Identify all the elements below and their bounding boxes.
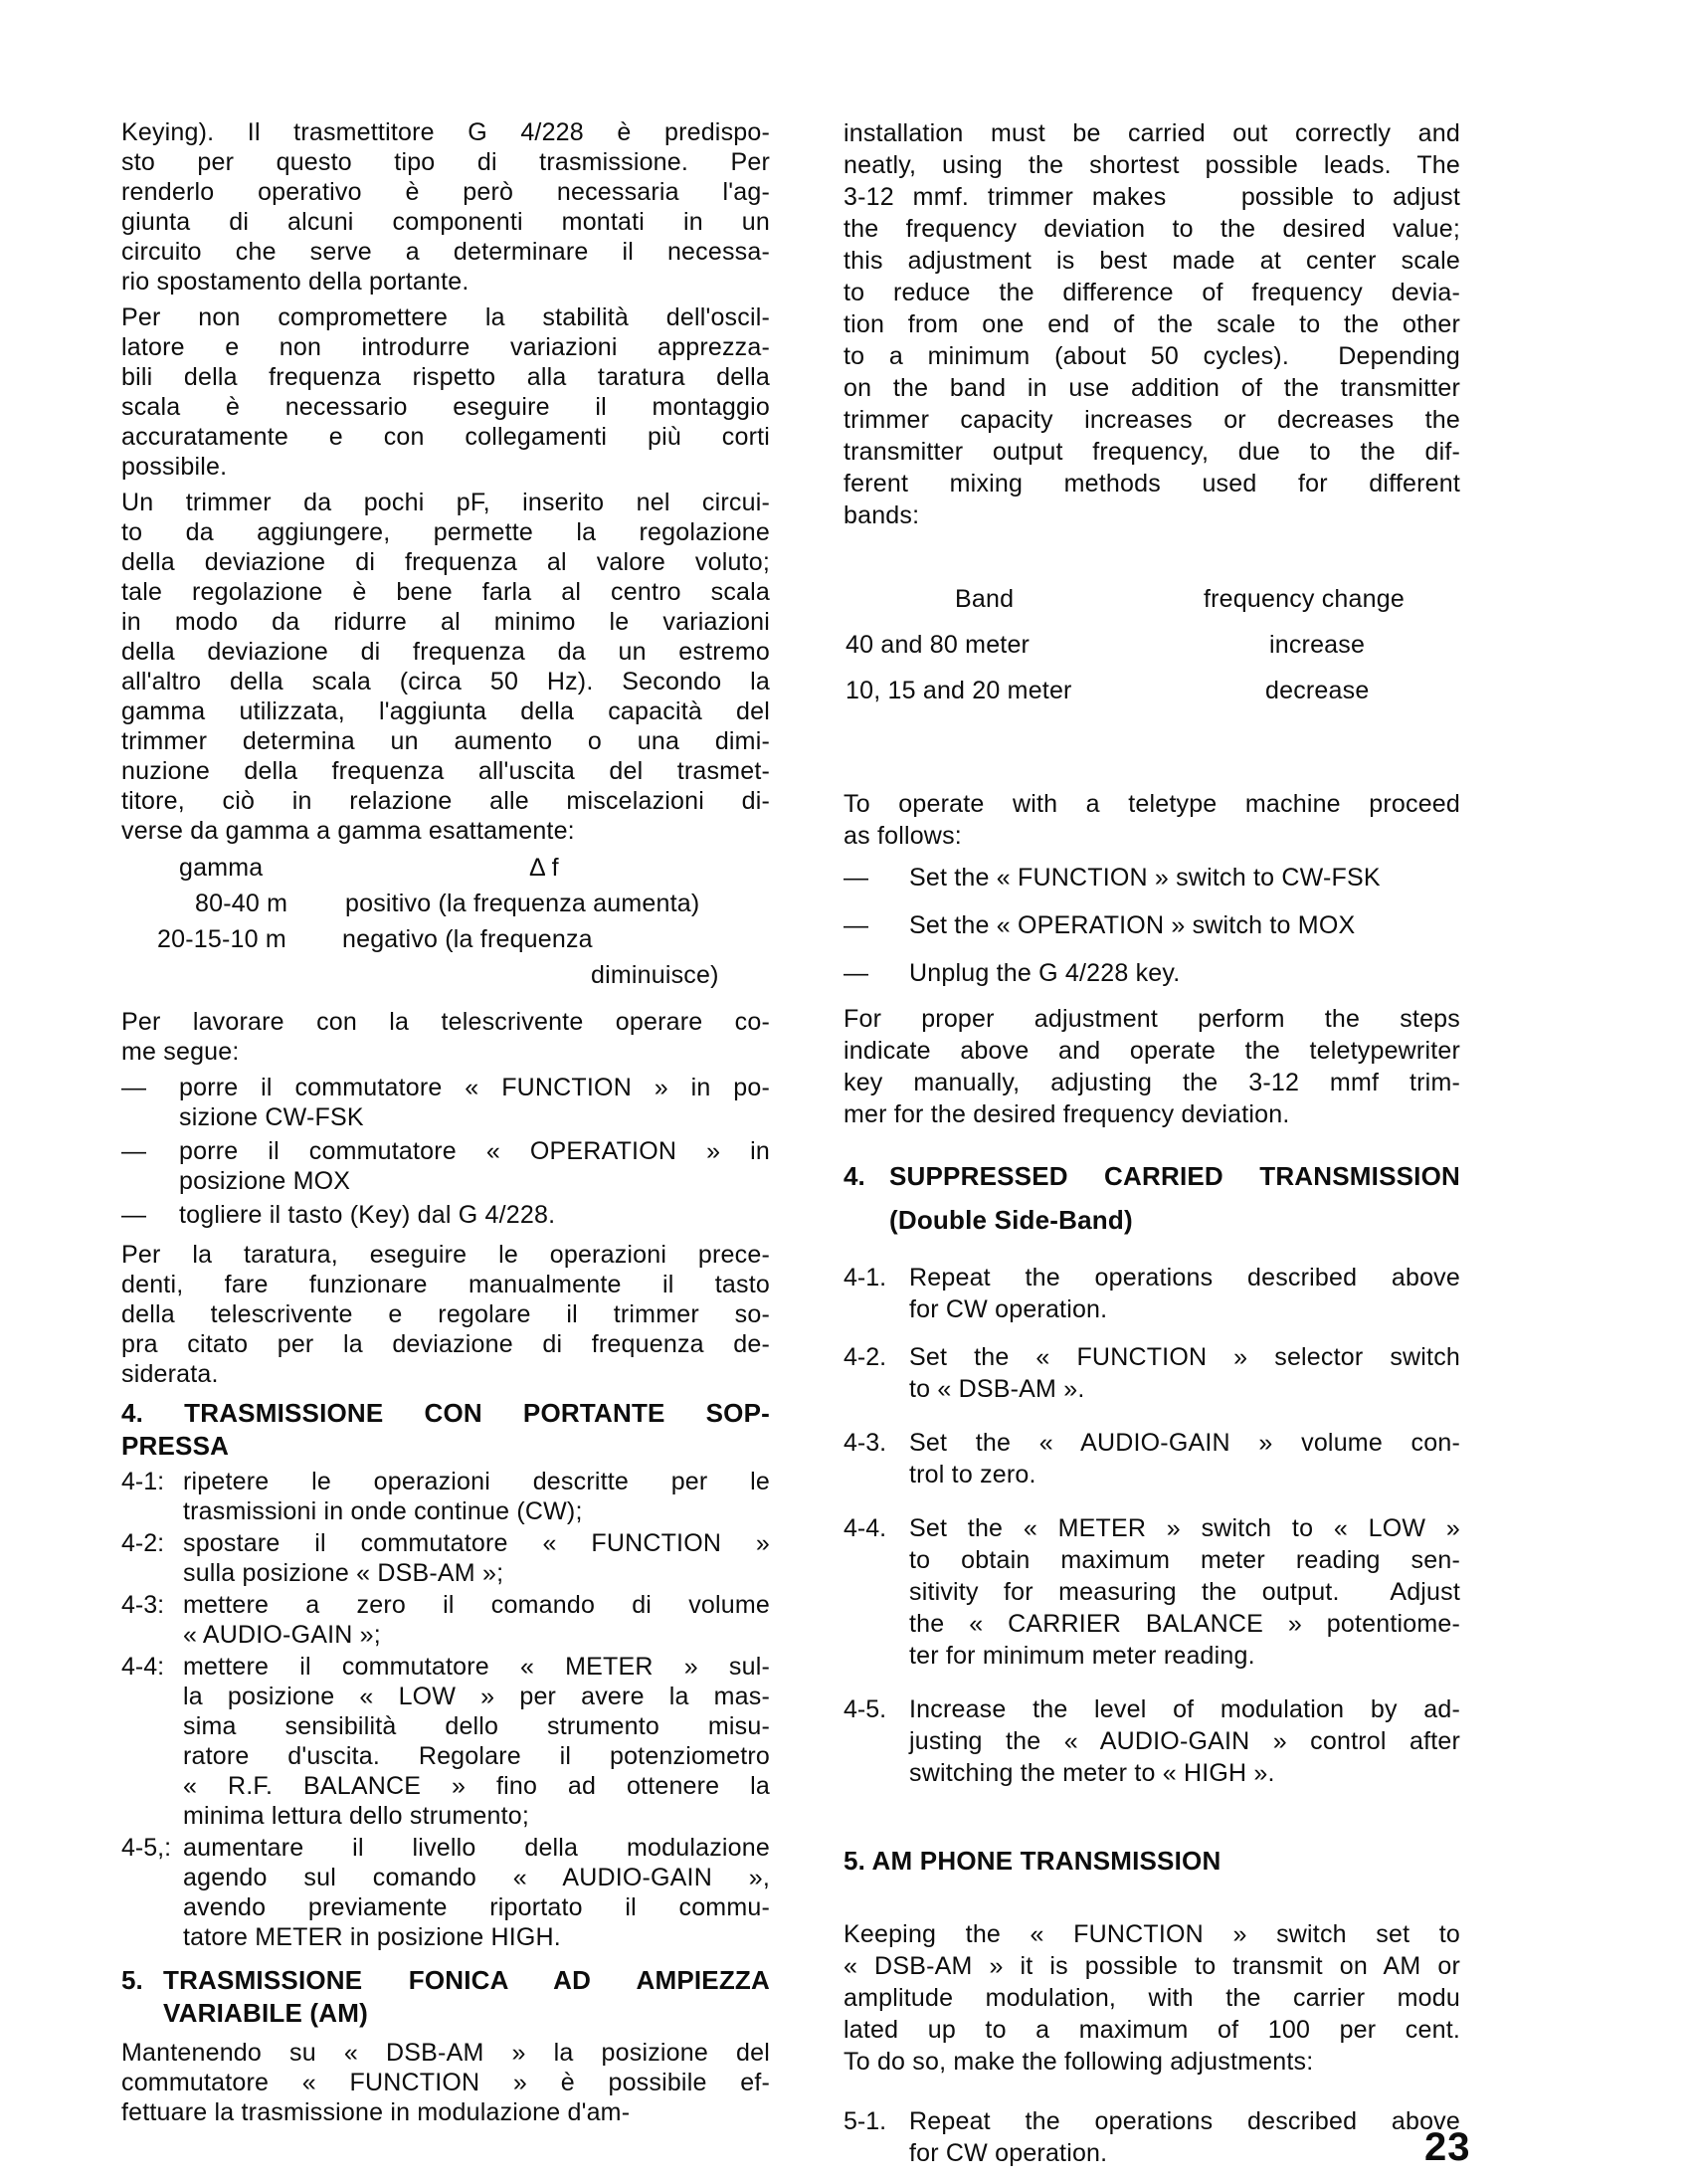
text-line: (Double Side-Band) [889, 1205, 1133, 1235]
text-line: sulla posizione « DSB-AM »; [183, 1559, 504, 1587]
text-line: all'altro della scala (circa 50 Hz). Secondo la [121, 668, 770, 695]
text-line: Set the « METER » switch to « LOW » [909, 1514, 1460, 1542]
list-item [844, 1512, 1460, 1672]
gamma-effect-cell: negativo (la frequenza [342, 925, 593, 953]
text-line: la posizione « LOW » per avere la mas- [183, 1683, 770, 1710]
text-line: for CW operation. [909, 1295, 1108, 1323]
text-line: Repeat the operations described above [909, 1264, 1460, 1291]
text-line: TRASMISSIONE FONICA AD AMPIEZZA [163, 1965, 770, 1995]
text-line: Set the « FUNCTION » switch to CW-FSK [909, 864, 1381, 892]
item-number: 4-5. [844, 1695, 887, 1723]
text-line: Keying). Il trasmettitore G 4/228 è predispo- [121, 118, 770, 146]
text-line: ferent mixing methods used for different [844, 470, 1460, 497]
text-line: the frequency deviation to the desired value; [844, 215, 1460, 243]
text-line: me segue: [121, 1038, 240, 1066]
text-line: spostare il commutatore « FUNCTION » [183, 1529, 770, 1557]
paragraph-stabilita [121, 302, 770, 482]
paragraph-teletype [844, 788, 1460, 852]
section-heading-4-it [121, 1397, 770, 1463]
band-table-header [844, 576, 1460, 622]
dash-bullet: — [121, 1201, 146, 1229]
english-column [844, 117, 1460, 2169]
dash-bullet: — [844, 911, 868, 939]
list-item [121, 1652, 770, 1831]
gamma-table [121, 850, 770, 993]
list-item [844, 2105, 1460, 2169]
item-number: 4-1: [121, 1468, 165, 1495]
change-cell: increase [1269, 631, 1366, 659]
text-line: as follows: [844, 822, 962, 850]
list-item [844, 1427, 1460, 1490]
item-number: 4-4. [844, 1514, 887, 1542]
item-number: 4-4: [121, 1653, 165, 1681]
paragraph-installation [844, 117, 1460, 531]
text-line: tatore METER in posizione HIGH. [183, 1923, 561, 1951]
text-line: Per lavorare con la telescrivente operare co- [121, 1008, 770, 1036]
list-item [121, 1200, 770, 1230]
paragraph-keeping [844, 1918, 1460, 2078]
gamma-band-cell: 80-40 m [195, 890, 288, 917]
text-line: tale regolazione è bene farla al centro scala [121, 578, 770, 606]
item-number: 4-2. [844, 1343, 887, 1371]
list-item [844, 909, 1460, 941]
text-line: 3-12 mmf. trimmer makes possible to adjust [844, 183, 1460, 211]
text-line: to reduce the difference of frequency devia- [844, 279, 1460, 306]
list-item [844, 1341, 1460, 1405]
text-line: neatly, using the shortest possible leads. The [844, 151, 1460, 179]
text-line: nuzione della frequenza all'uscita del trasmet- [121, 757, 770, 785]
text-line: For proper adjustment perform the steps [844, 1005, 1460, 1033]
gamma-header-band: gamma [179, 854, 264, 882]
text-line: mettere a zero il comando di volume [183, 1591, 770, 1619]
text-line: giunta di alcuni componenti montati in un [121, 208, 770, 236]
dash-bullet: — [844, 864, 868, 892]
text-line: ratore d'uscita. Regolare il potenziometro [183, 1742, 770, 1770]
text-line: sitivity for measuring the output. Adjust [909, 1578, 1460, 1606]
list-item [121, 1590, 770, 1650]
text-line: PRESSA [121, 1431, 230, 1461]
section-heading-5-it [121, 1964, 770, 2030]
text-line: trimmer determina un aumento o una dimi- [121, 727, 770, 755]
text-line: commutatore « FUNCTION » è possibile ef- [121, 2069, 770, 2096]
text-line: minima lettura dello strumento; [183, 1802, 530, 1830]
item-number: 4-5,: [121, 1834, 172, 1862]
text-line: installation must be carried out correctly and [844, 119, 1460, 147]
section-heading-4-en [844, 1154, 1460, 1242]
text-line: denti, fare funzionare manualmente il tasto [121, 1271, 770, 1298]
text-line: bands: [844, 501, 920, 529]
italian-column [121, 117, 770, 2127]
dash-bullet: — [844, 959, 868, 987]
list-item [844, 1693, 1460, 1789]
text-line: della deviazione di frequenza da un estremo [121, 638, 770, 666]
paragraph-trimmer [121, 488, 770, 846]
text-line: key manually, adjusting the 3-12 mmf trim- [844, 1069, 1460, 1096]
text-line: « AUDIO-GAIN »; [183, 1621, 381, 1649]
list-item [121, 1467, 770, 1526]
change-cell: decrease [1265, 677, 1370, 704]
text-line: transmitter output frequency, due to the dif- [844, 438, 1460, 466]
text-line: verse da gamma a gamma esattamente: [121, 817, 575, 845]
text-line: Set the « OPERATION » switch to MOX [909, 911, 1356, 939]
text-line: this adjustment is best made at center scale [844, 247, 1460, 275]
section-heading-5-en [844, 1839, 1460, 1883]
table-row [121, 886, 770, 921]
text-line: ter for minimum meter reading. [909, 1642, 1255, 1670]
list-item [121, 1833, 770, 1952]
text-line: amplitude modulation, with the carrier modu [844, 1984, 1460, 2012]
text-line: gamma utilizzata, l'aggiunta della capacità del [121, 697, 770, 725]
item-number: 4-1. [844, 1264, 887, 1291]
text-line: della deviazione di frequenza al valore voluto; [121, 548, 770, 576]
text-line: porre il commutatore « FUNCTION » in po- [179, 1074, 770, 1101]
text-line: Set the « AUDIO-GAIN » volume con- [909, 1429, 1460, 1457]
page-number: 23 [1424, 2125, 1471, 2169]
text-line: SUPPRESSED CARRIED TRANSMISSION [889, 1161, 1460, 1191]
paragraph-mantenendo [121, 2038, 770, 2127]
table-row [844, 668, 1460, 713]
text-line: latore e non introdurre variazioni apprezza- [121, 333, 770, 361]
text-line: on the band in use addition of the transmitter [844, 374, 1460, 402]
text-line: siderata. [121, 1360, 219, 1388]
text-line: bili della frequenza rispetto alla taratura della [121, 363, 770, 391]
text-line: lated up to a maximum of 100 per cent. [844, 2016, 1460, 2044]
text-line: « R.F. BALANCE » fino ad ottenere la [183, 1772, 770, 1800]
text-line: switching the meter to « HIGH ». [909, 1759, 1275, 1787]
paragraph-taratura [121, 1240, 770, 1389]
gamma-band-cell: 20-15-10 m [157, 925, 286, 953]
dash-bullet: — [121, 1074, 146, 1101]
text-line: agendo sul comando « AUDIO-GAIN », [183, 1864, 770, 1891]
text-line: VARIABILE (AM) [163, 1998, 368, 2028]
text-line: trimmer capacity increases or decreases the [844, 406, 1460, 434]
text-line: trasmissioni in onde continue (CW); [183, 1497, 583, 1525]
text-line: 5. AM PHONE TRANSMISSION [844, 1846, 1221, 1876]
text-line: accuratamente e con collegamenti più corti [121, 423, 770, 451]
text-line: tion from one end of the scale to the other [844, 310, 1460, 338]
text-line: sto per questo tipo di trasmissione. Per [121, 148, 770, 176]
text-line: sizione CW-FSK [179, 1103, 364, 1131]
text-line: to a minimum (about 50 cycles). Depending [844, 342, 1460, 370]
text-line: porre il commutatore « OPERATION » in [179, 1137, 770, 1165]
text-line: della telescrivente e regolare il trimmer so- [121, 1300, 770, 1328]
item-number: 4-3: [121, 1591, 165, 1619]
text-line: for CW operation. [909, 2139, 1108, 2167]
text-line: togliere il tasto (Key) dal G 4/228. [179, 1201, 556, 1229]
text-line: to da aggiungere, permette la regolazione [121, 518, 770, 546]
text-line: posizione MOX [179, 1167, 351, 1195]
text-line: trol to zero. [909, 1461, 1036, 1489]
text-line: ripetere le operazioni descritte per le [183, 1468, 770, 1495]
text-line: « DSB-AM » it is possible to transmit on AM or [844, 1952, 1460, 1980]
paragraph-keying [121, 117, 770, 297]
gamma-table-header [121, 850, 770, 886]
table-row [121, 921, 770, 957]
text-line: to obtain maximum meter reading sen- [909, 1546, 1460, 1574]
text-line: to « DSB-AM ». [909, 1375, 1085, 1403]
band-header-cell: Band [955, 585, 1015, 613]
gamma-effect-cell: positivo (la frequenza aumenta) [345, 890, 700, 917]
list-item [844, 1262, 1460, 1325]
text-line: possibile. [121, 453, 228, 481]
text-line: Per non compromettere la stabilità dell'oscil- [121, 303, 770, 331]
band-cell: 40 and 80 meter [846, 631, 1031, 659]
text-line: Repeat the operations described above [909, 2107, 1460, 2135]
text-line: 4. TRASMISSIONE CON PORTANTE SOP- [121, 1398, 770, 1428]
text-line: circuito che serve a determinare il necessa- [121, 238, 770, 266]
text-line: titore, ciò in relazione alle miscelazioni di- [121, 787, 770, 815]
list-item [844, 862, 1460, 893]
text-line: Mantenendo su « DSB-AM » la posizione del [121, 2039, 770, 2067]
text-line: justing the « AUDIO-GAIN » control after [909, 1727, 1460, 1755]
text-line: Set the « FUNCTION » selector switch [909, 1343, 1460, 1371]
list-item [121, 1136, 770, 1196]
paragraph-proper-adjustment [844, 1003, 1460, 1130]
text-line: fettuare la trasmissione in modulazione d'am- [121, 2098, 631, 2126]
text-line: rio spostamento della portante. [121, 268, 470, 296]
item-number: 4-3. [844, 1429, 887, 1457]
text-line: Keeping the « FUNCTION » switch set to [844, 1920, 1460, 1948]
gamma-effect-cell: diminuisce) [591, 961, 719, 989]
text-line: Increase the level of modulation by ad- [909, 1695, 1460, 1723]
text-line: Un trimmer da pochi pF, inserito nel circui- [121, 489, 770, 516]
text-line: scala è necessario eseguire il montaggio [121, 393, 770, 421]
text-line: Unplug the G 4/228 key. [909, 959, 1181, 987]
item-number: 4-2: [121, 1529, 165, 1557]
text-line: aumentare il livello della modulazione [183, 1834, 770, 1862]
text-line: the « CARRIER BALANCE » potentiome- [909, 1610, 1460, 1638]
band-cell: 10, 15 and 20 meter [846, 677, 1072, 704]
text-line: To operate with a teletype machine proceed [844, 790, 1460, 818]
dash-bullet: — [121, 1137, 146, 1165]
text-line: sima sensibilità dello strumento misu- [183, 1712, 770, 1740]
text-line: renderlo operativo è però necessaria l'ag- [121, 178, 770, 206]
band-table [844, 576, 1460, 713]
paragraph-telescrivente [121, 1007, 770, 1067]
text-line: mettere il commutatore « METER » sul- [183, 1653, 770, 1681]
gamma-header-delta-f: Δ f [529, 854, 559, 882]
heading-number: 5. [121, 1965, 143, 1995]
list-item [121, 1073, 770, 1132]
text-line: indicate above and operate the teletypewriter [844, 1037, 1460, 1065]
table-row [844, 622, 1460, 668]
heading-number: 4. [844, 1161, 865, 1191]
text-line: To do so, make the following adjustments: [844, 2048, 1314, 2076]
text-line: mer for the desired frequency deviation. [844, 1100, 1290, 1128]
text-line: Per la taratura, eseguire le operazioni prece- [121, 1241, 770, 1269]
text-line: avendo previamente riportato il commu- [183, 1893, 770, 1921]
frequency-change-header-cell: frequency change [1204, 585, 1405, 613]
item-number: 5-1. [844, 2107, 887, 2135]
list-item [844, 957, 1460, 989]
table-row [121, 957, 770, 993]
text-line: pra citato per la deviazione di frequenza de- [121, 1330, 770, 1358]
text-line: in modo da ridurre al minimo le variazioni [121, 608, 770, 636]
list-item [121, 1528, 770, 1588]
